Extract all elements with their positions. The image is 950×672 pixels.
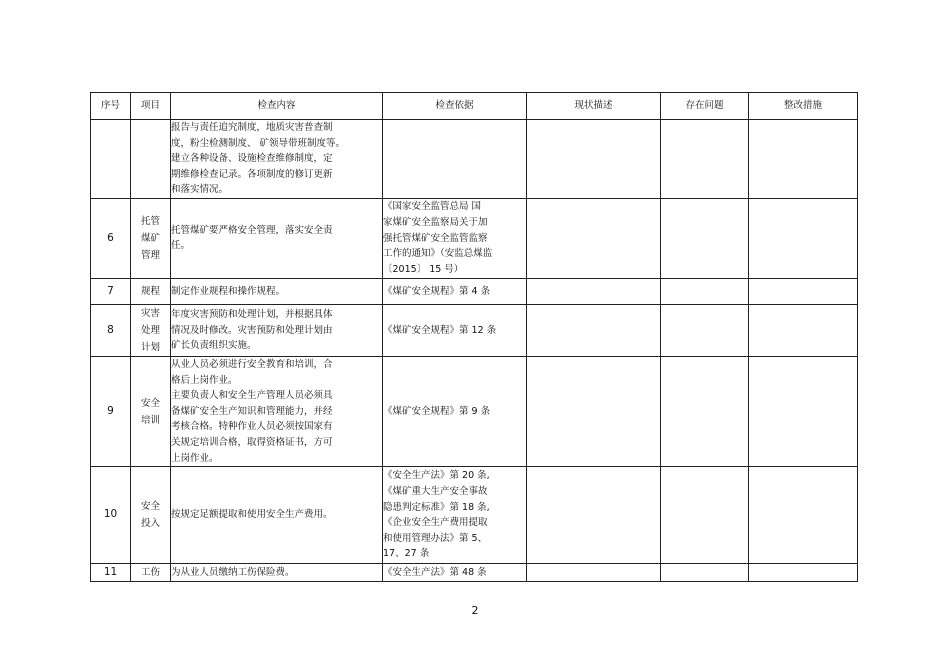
header-seq: 序号 — [91, 93, 131, 120]
item-cell — [131, 304, 171, 356]
seq-cell — [91, 278, 131, 304]
seq-cell — [91, 356, 131, 466]
basis-cell — [383, 467, 527, 564]
basis-cell — [383, 120, 527, 199]
seq-cell — [91, 120, 131, 199]
basis-cell-text: 《煤矿安全规程》第 9 条 — [383, 405, 491, 417]
status-cell — [527, 356, 661, 466]
seq-cell-text: 7 — [107, 284, 114, 297]
measure-cell — [749, 467, 858, 564]
basis-cell-text: 《煤矿安全规程》第 4 条 — [383, 285, 491, 297]
content-cell — [171, 278, 383, 304]
content-cell-text: 托管煤矿要严格安全管理，落实安全责 任。 — [171, 224, 333, 252]
status-cell — [527, 198, 661, 278]
seq-cell — [91, 304, 131, 356]
measure-cell — [749, 564, 858, 582]
content-cell — [171, 304, 383, 356]
item-cell — [131, 120, 171, 199]
item-cell — [131, 356, 171, 466]
content-cell-text: 报告与责任追究制度，地质灾害普查制 度，粉尘检测制度、 矿领导带班制度等。 建立各种设备、设施检查维修制度，定 期维修检查记录。各项制度的修订更新 和落实情况。 — [171, 122, 346, 196]
basis-cell — [383, 304, 527, 356]
inspection-table — [90, 92, 858, 582]
seq-cell — [91, 564, 131, 582]
table-row — [91, 356, 858, 466]
measure-cell — [749, 278, 858, 304]
basis-cell-text: 《安全生产法》第 20 条, 《煤矿重大生产安全事故 隐患判定标准》第 18 条, 《企业安全生产费用提取 和使用管理办法》第 5、 17、27 条 — [383, 470, 490, 560]
measure-cell — [749, 304, 858, 356]
content-cell — [171, 198, 383, 278]
table-row — [91, 304, 858, 356]
seq-cell — [91, 198, 131, 278]
status-cell — [527, 278, 661, 304]
content-cell — [171, 564, 383, 582]
table-row — [91, 278, 858, 304]
seq-cell-text: 8 — [107, 323, 114, 336]
item-cell — [131, 198, 171, 278]
problem-cell — [661, 356, 749, 466]
header-basis: 检查依据 — [383, 93, 527, 120]
content-cell-text: 年度灾害预防和处理计划，并根据具体 情况及时修改。灾害预防和处理计划由 矿长负责组织实施。 — [171, 309, 333, 352]
item-cell — [131, 564, 171, 582]
content-cell-text: 按规定足额提取和使用安全生产费用。 — [171, 509, 333, 521]
content-cell — [171, 120, 383, 199]
measure-cell — [749, 120, 858, 199]
item-cell-text: 灾害 处理 计划 — [140, 307, 160, 353]
problem-cell — [661, 304, 749, 356]
status-cell — [527, 467, 661, 564]
basis-cell-text: 《煤矿安全规程》第 12 条 — [383, 324, 497, 336]
status-cell — [527, 304, 661, 356]
problem-cell — [661, 467, 749, 564]
seq-cell-text: 6 — [107, 231, 114, 244]
basis-cell — [383, 356, 527, 466]
seq-cell — [91, 467, 131, 564]
header-measure: 整改措施 — [749, 93, 858, 120]
seq-cell-text: 10 — [103, 508, 118, 521]
basis-cell — [383, 198, 527, 278]
status-cell — [527, 120, 661, 199]
table-row — [91, 564, 858, 582]
content-cell-text: 为从业人员缴纳工伤保险费。 — [171, 566, 295, 578]
header-item: 项目 — [131, 93, 171, 120]
basis-cell — [383, 564, 527, 582]
header-row — [91, 93, 858, 120]
item-cell — [131, 278, 171, 304]
page-number: 2 — [471, 604, 479, 617]
header-status: 现状描述 — [527, 93, 661, 120]
header-content: 检查内容 — [171, 93, 383, 120]
content-cell-text: 从业人员必须进行安全教育和培训，合 格后上岗作业。 主要负责人和安全生产管理人员必须具 备煤矿安全生产知识和管理能力，并经 考核合格。特种作业人员必须按国家有 关规定培训合格，取得资格证书，方可 上岗作业。 — [171, 358, 333, 464]
item-cell-text: 安全 投入 — [140, 501, 160, 530]
seq-cell-text: 11 — [103, 565, 118, 578]
basis-cell-text: 《安全生产法》第 48 条 — [383, 566, 487, 578]
seq-cell-text: 9 — [107, 404, 114, 417]
content-cell — [171, 356, 383, 466]
problem-cell — [661, 198, 749, 278]
problem-cell — [661, 278, 749, 304]
content-cell — [171, 467, 383, 564]
item-cell-text: 工伤 — [140, 567, 160, 579]
table-row — [91, 198, 858, 278]
measure-cell — [749, 198, 858, 278]
table-body — [91, 120, 858, 582]
header-problem: 存在问题 — [661, 93, 749, 120]
table-row — [91, 467, 858, 564]
basis-cell-text: 《国家安全监管总局 国 家煤矿安全监察局关于加 强托管煤矿安全监管监察 工作的通知》（安监总煤监 〔2015〕 15 号） — [383, 201, 493, 275]
item-cell-text: 托管 煤矿 管理 — [140, 215, 160, 261]
problem-cell — [661, 120, 749, 199]
content-cell-text: 制定作业规程和操作规程。 — [171, 285, 286, 297]
item-cell — [131, 467, 171, 564]
item-cell-text: 规程 — [140, 285, 160, 297]
problem-cell — [661, 564, 749, 582]
measure-cell — [749, 356, 858, 466]
item-cell-text: 安全 培训 — [140, 397, 160, 426]
table-row — [91, 120, 858, 199]
status-cell — [527, 564, 661, 582]
basis-cell — [383, 278, 527, 304]
